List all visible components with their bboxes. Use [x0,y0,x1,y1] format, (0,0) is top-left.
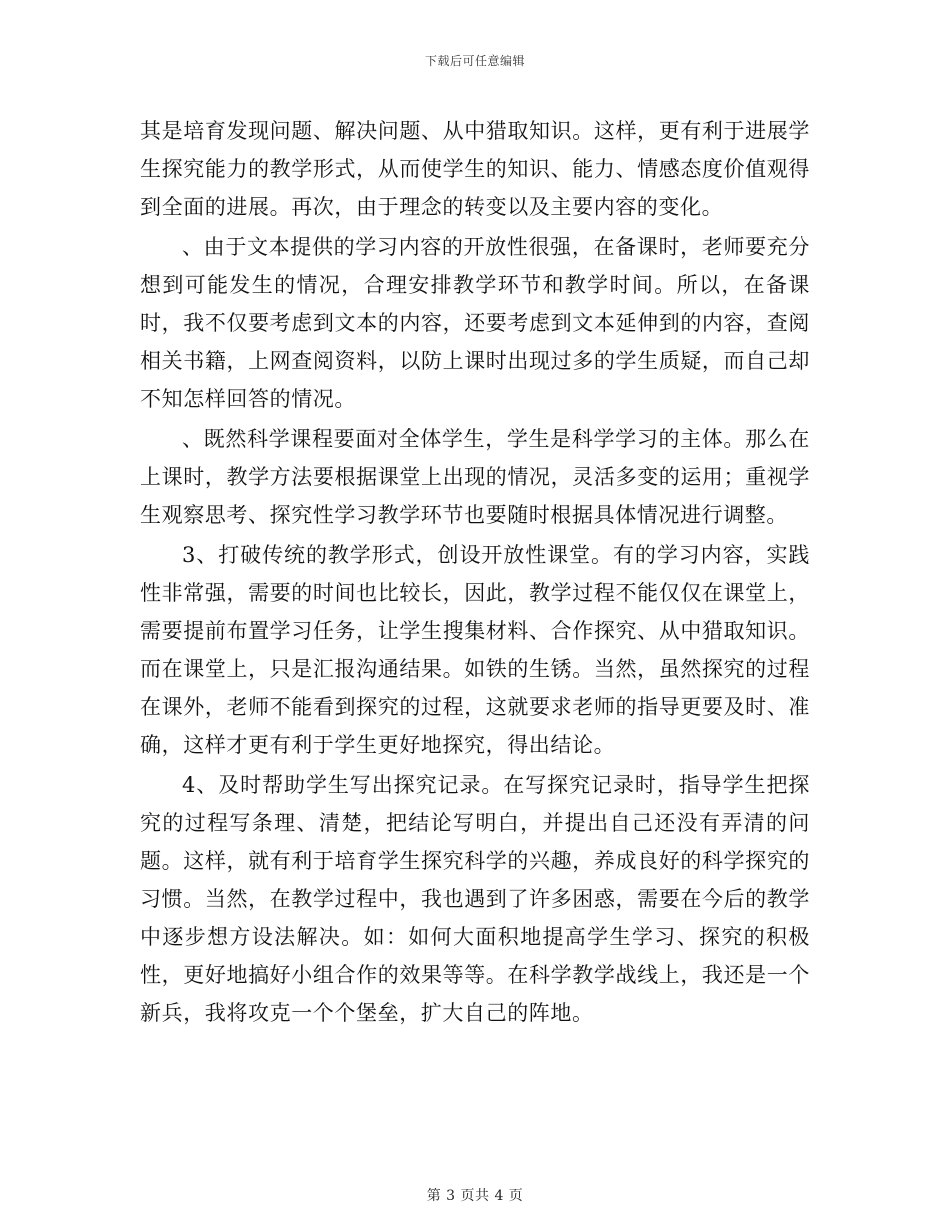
paragraph-inquiry-records: 4、及时帮助学生写出探究记录。在写探究记录时，指导学生把探究的过程写条理、清楚，把结论写明白，并提出自己还没有弄清的问题。这样，就有利于培育学生探究科学的兴趣，养成良好的科学探究的习惯。当然，在教学过程中，我也遇到了许多困惑，需要在今后的教学中逐步想方设法解决。如：如何大面积地提高学生学习、探究的积极性，更好地搞好小组合作的效果等等。在科学教学战线上，我还是一个新兵，我将攻克一个个堡垒，扩大自己的阵地。 [140,773,810,1025]
page-number-footer: 第 3 页共 4 页 [426,1188,524,1204]
page-header: 下载后可任意编辑 [424,54,525,68]
paragraph-continuation: 其是培育发现问题、解决问题、从中猎取知识。这样，更有利于进展学生探究能力的教学形式，从而使学生的知识、能力、情感态度价值观得到全面的进展。再次，由于理念的转变以及主要内容的变化。 [140,119,810,219]
paragraph-open-classroom: 3、打破传统的教学形式，创设开放性课堂。有的学习内容，实践性非常强，需要的时间也比较长，因此，教学过程不能仅仅在课堂上，需要提前布置学习任务，让学生搜集材料、合作探究、从中猎取知识。而在课堂上，只是汇报沟通结果。如铁的生锈。当然，虽然探究的过程在课外，老师不能看到探究的过程，这就要求老师的指导更要及时、准确，这样才更有利于学生更好地探究，得出结论。 [140,543,810,757]
paragraph-lesson-prep: 、由于文本提供的学习内容的开放性很强，在备课时，老师要充分想到可能发生的情况，合理安排教学环节和教学时间。所以，在备课时，我不仅要考虑到文本的内容，还要考虑到文本延伸到的内容，查阅相关书籍，上网查阅资料，以防上课时出现过多的学生质疑，而自己却不知怎样回答的情况。 [140,235,810,411]
document-body [140,112,810,1034]
paragraph-teaching-method: 、既然科学课程要面对全体学生，学生是科学学习的主体。那么在上课时，教学方法要根据课堂上出现的情况，灵活多变的运用；重视学生观察思考、探究性学习教学环节也要随时根据具体情况进行调整。 [140,427,810,527]
